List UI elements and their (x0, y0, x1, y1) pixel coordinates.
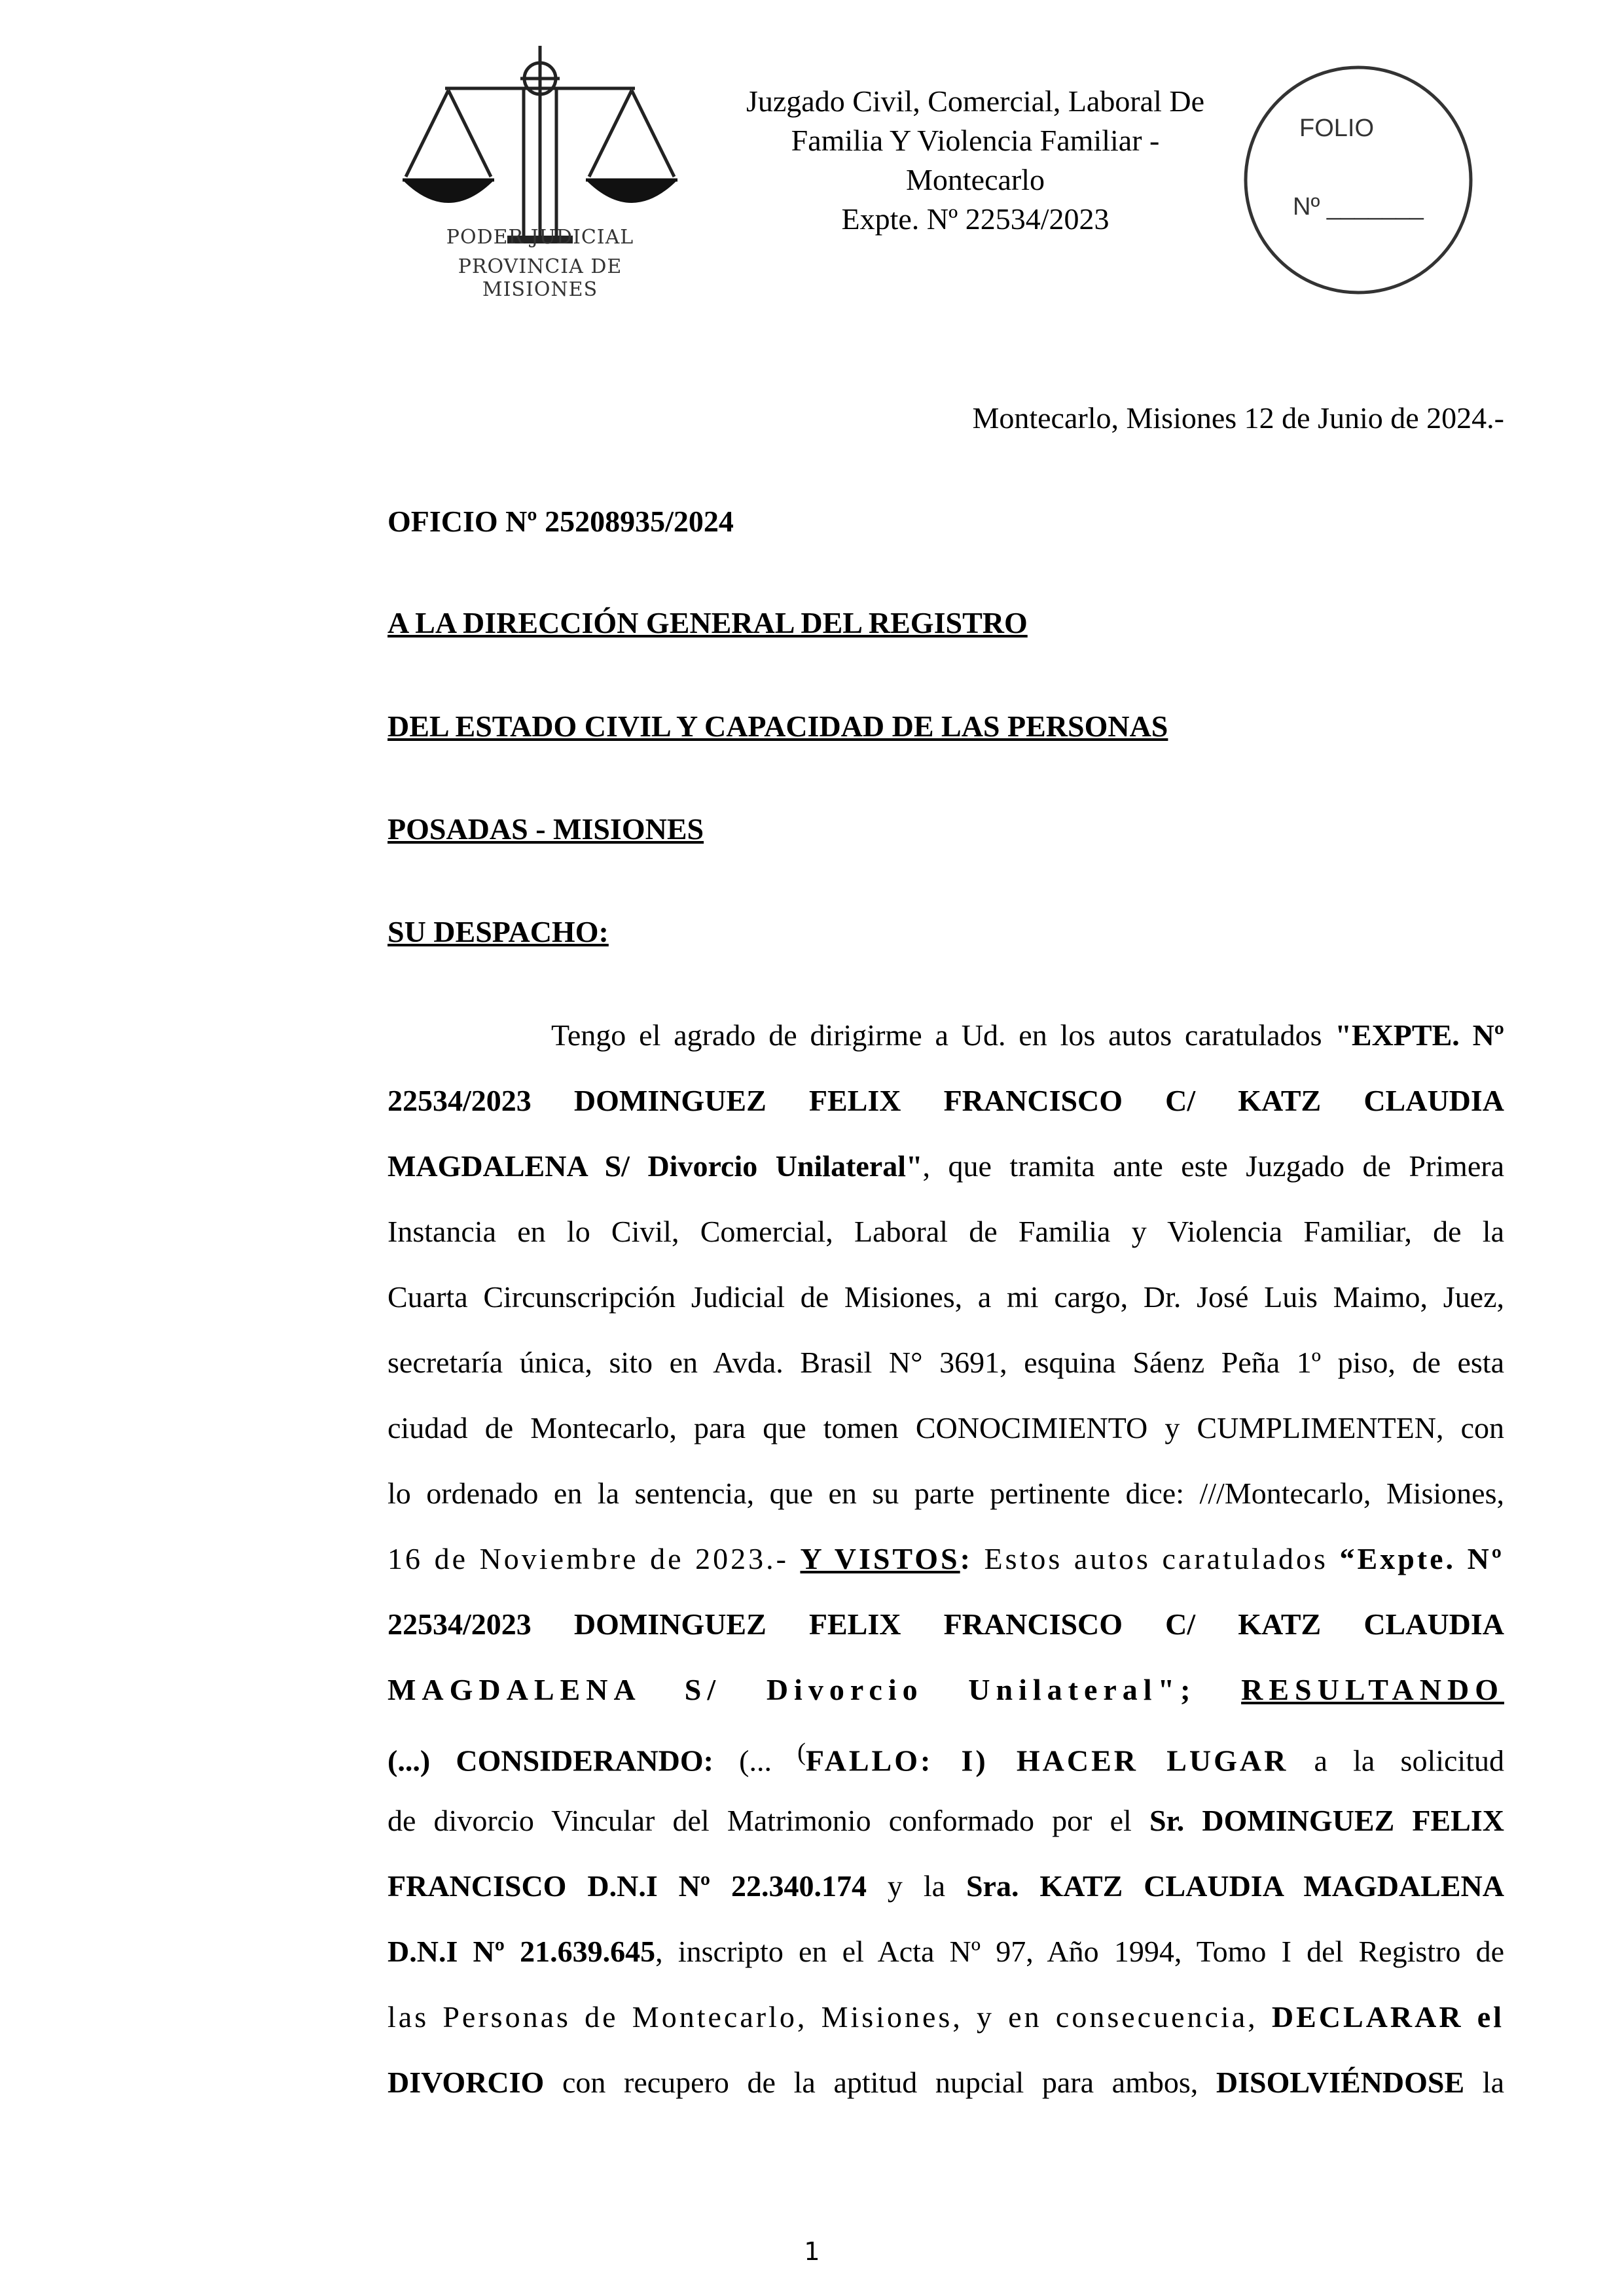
court-header (694, 82, 1257, 239)
body-line-13: de divorcio Vincular del Matrimonio conformado por el Sr. DOMINGUEZ FELIX (388, 1804, 1504, 1837)
document-date: Montecarlo, Misiones 12 de Junio de 2024.- (972, 401, 1504, 435)
body-line-7: ciudad de Montecarlo, para que tomen CONOCIMIENTO y CUMPLIMENTEN, con (388, 1411, 1504, 1444)
body-line-10: 22534/2023 DOMINGUEZ FELIX FRANCISCO C/ KATZ CLAUDIA (388, 1607, 1504, 1641)
logo-caption-line1: PODER JUDICIAL (446, 226, 634, 249)
oficio-number: OFICIO Nº 25208935/2024 (388, 505, 734, 538)
body-line-17: DIVORCIO con recupero de la aptitud nupcial para ambos, DISOLVIÉNDOSE la (388, 2066, 1504, 2099)
body-line-1: Tengo el agrado de dirigirme a Ud. en los autos caratulados "EXPTE. Nº (551, 1018, 1504, 1052)
folio-stamp-circle (1240, 62, 1476, 298)
expediente-number: Expte. Nº 22534/2023 (841, 202, 1110, 236)
body-line-2: 22534/2023 DOMINGUEZ FELIX FRANCISCO C/ KATZ CLAUDIA (388, 1084, 1504, 1117)
body-line-9: 16 de Noviembre de 2023.- Y VISTOS: Estos autos caratulados “Expte. Nº (388, 1542, 1504, 1575)
body-line-8: lo ordenado en la sentencia, que en su parte pertinente dice: ///Montecarlo, Misiones, (388, 1477, 1504, 1510)
addressee-line1: A LA DIRECCIÓN GENERAL DEL REGISTRO (388, 606, 1028, 639)
body-line-16: las Personas de Montecarlo, Misiones, y en consecuencia, DECLARAR el (388, 2000, 1504, 2034)
body-line-11: MAGDALENA S/ Divorcio Unilateral"; RESULTANDO (388, 1673, 1504, 1706)
folio-number-line: Nº _______ (1293, 193, 1424, 221)
body-line-3: MAGDALENA S/ Divorcio Unilateral", que tramita ante este Juzgado de Primera (388, 1149, 1504, 1183)
court-line3: Montecarlo (905, 163, 1045, 196)
court-line2: Familia Y Violencia Familiar - (791, 124, 1160, 157)
page-number: 1 (804, 2237, 820, 2266)
logo-caption-line2: PROVINCIA DE MISIONES (458, 255, 623, 301)
addressee-line4: SU DESPACHO: (388, 915, 609, 948)
body-line-15: D.N.I Nº 21.639.645, inscripto en el Acta Nº 97, Año 1994, Tomo I del Registro de (388, 1935, 1504, 1968)
body-line-6: secretaría única, sito en Avda. Brasil N° 3691, esquina Sáenz Peña 1º piso, de esta (388, 1346, 1504, 1379)
addressee-line3: POSADAS - MISIONES (388, 812, 704, 846)
addressee-line2: DEL ESTADO CIVIL Y CAPACIDAD DE LAS PERSONAS (388, 709, 1168, 743)
body-line-12: (...) CONSIDERANDO: (... (FALLO: I) HACER LUGAR a la solicitud (388, 1738, 1504, 1778)
body-line-5: Cuarta Circunscripción Judicial de Misiones, a mi cargo, Dr. José Luis Maimo, Juez, (388, 1280, 1504, 1314)
body-line-14: FRANCISCO D.N.I Nº 22.340.174 y la Sra. KATZ CLAUDIA MAGDALENA (388, 1869, 1504, 1903)
body-line-4: Instancia en lo Civil, Comercial, Laboral de Familia y Violencia Familiar, de la (388, 1215, 1504, 1248)
court-line1: Juzgado Civil, Comercial, Laboral De (746, 84, 1205, 118)
folio-label: FOLIO (1299, 115, 1375, 142)
